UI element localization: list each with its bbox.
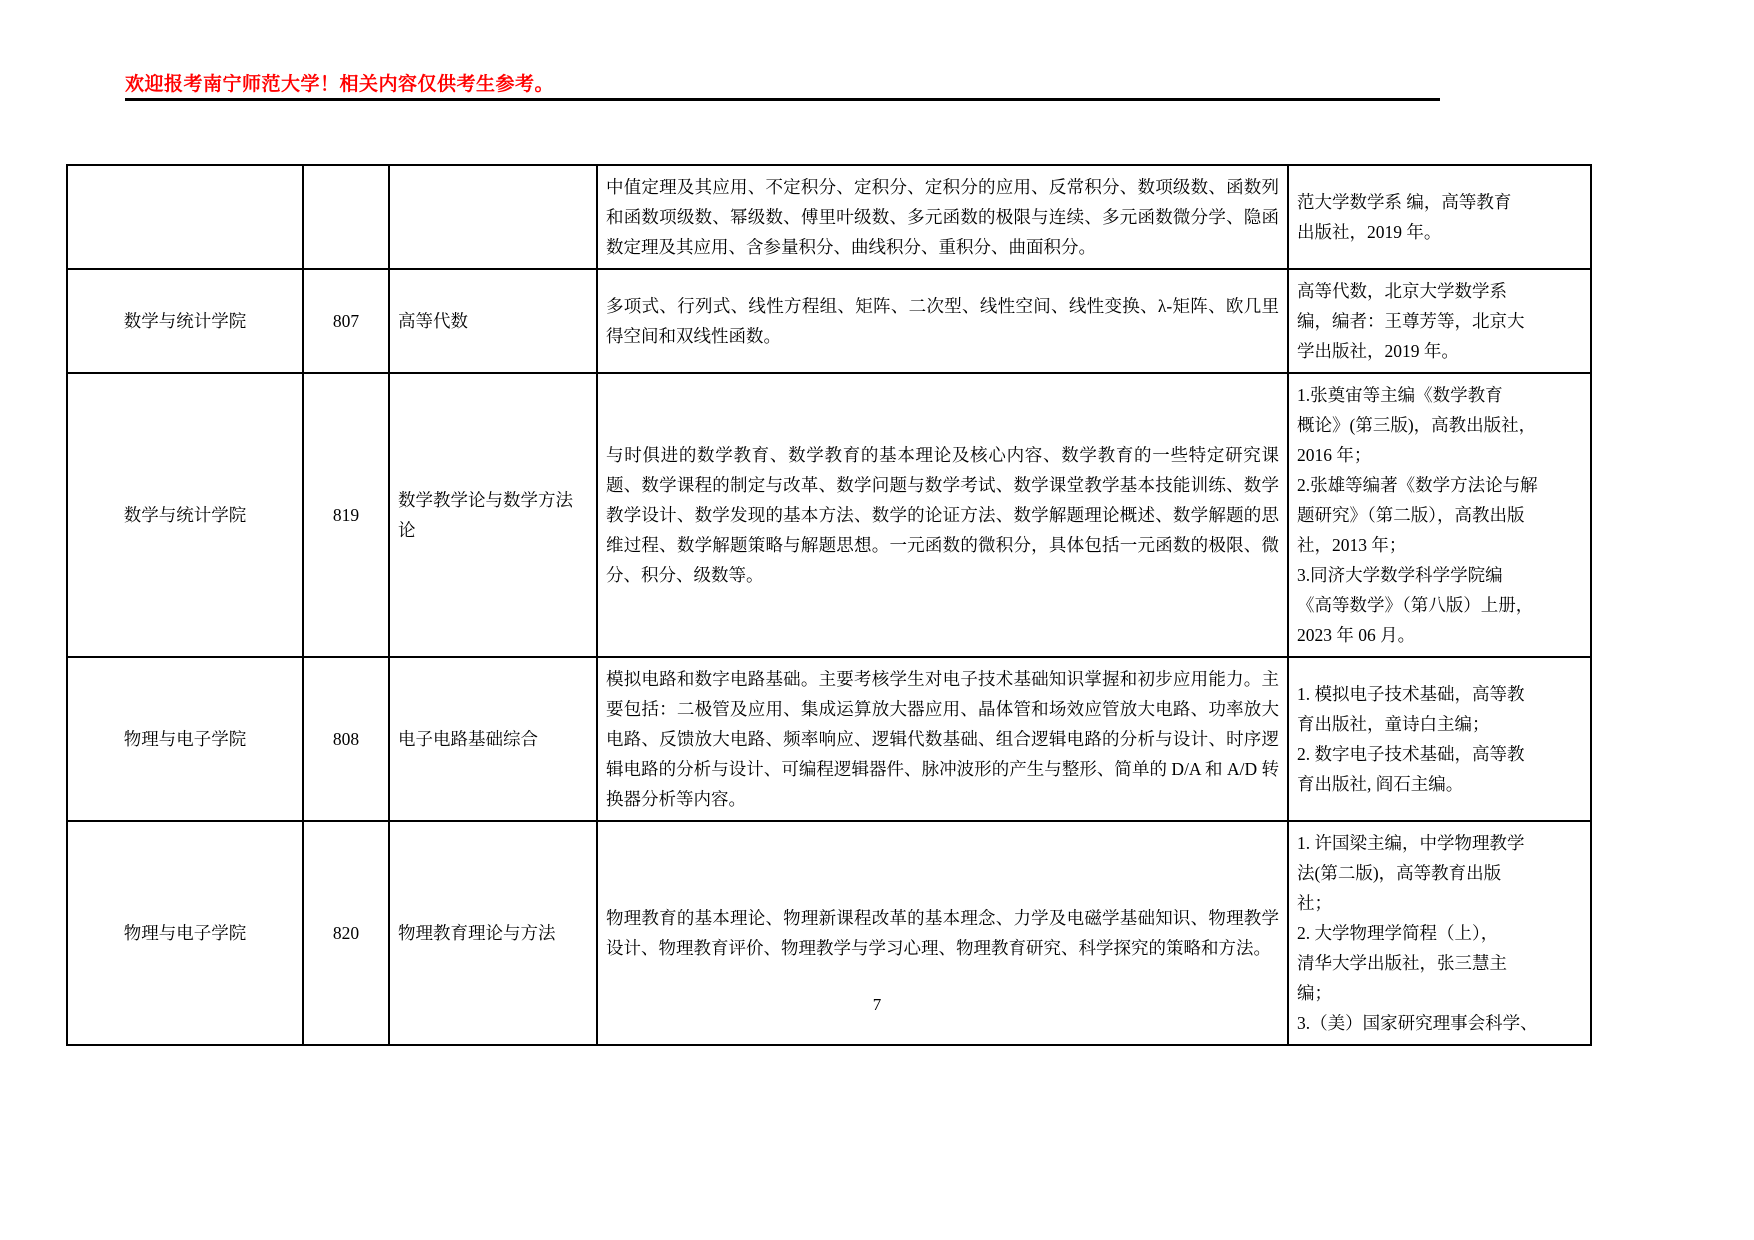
book-line: 2. 数字电子技术基础，高等教 (1297, 744, 1525, 764)
exam-subjects-table (66, 164, 1592, 1046)
book-line: 2. 大学物理学简程（上）， (1297, 923, 1499, 943)
book-line: 法(第二版)，高等教育出版 (1297, 863, 1502, 883)
book-line: 学出版社，2019 年。 (1297, 341, 1459, 361)
book-line: 《高等数学》（第八版）上册， (1297, 595, 1534, 615)
book-line: 2016 年； (1297, 445, 1372, 465)
cell-subject: 高等代数 (389, 269, 597, 373)
cell-college: 数学与统计学院 (67, 373, 303, 657)
cell-college (67, 165, 303, 269)
table-row (67, 373, 1591, 657)
cell-subject: 数学教学论与数学方法论 (389, 373, 597, 657)
cell-content: 与时俱进的数学教育、数学教育的基本理论及核心内容、数学教育的一些特定研究课题、数学课程的制定与改革、数学问题与数学考试、数学课堂教学基本技能训练、数学教学设计、数学发现的基本方法、数学的论证方法、数学解题理论概述、数学解题的思维过程、数学解题策略与解题思想。一元函数的微积分，具体包括一元函数的极限、微分、积分、级数等。 (597, 373, 1288, 657)
table-row (67, 657, 1591, 821)
cell-content: 多项式、行列式、线性方程组、矩阵、二次型、线性空间、线性变换、λ-矩阵、欧几里得空间和双线性函数。 (597, 269, 1288, 373)
book-line: 范大学数学系 编，高等教育 (1297, 192, 1512, 212)
page-number: 7 (872, 995, 882, 1014)
cell-college: 物理与电子学院 (67, 657, 303, 821)
cell-college: 物理与电子学院 (67, 821, 303, 1045)
book-line: 2.张雄等编著《数学方法论与解 (1297, 475, 1538, 495)
cell-content: 中值定理及其应用、不定积分、定积分、定积分的应用、反常积分、数项级数、函数列和函数项级数、幂级数、傅里叶级数、多元函数的极限与连续、多元函数微分学、隐函数定理及其应用、含参量积分、曲线积分、重积分、曲面积分。 (597, 165, 1288, 269)
book-line: 育出版社，童诗白主编； (1297, 714, 1490, 734)
cell-code: 820 (303, 821, 389, 1045)
cell-books (1288, 373, 1591, 657)
book-line: 1. 模拟电子技术基础，高等教 (1297, 684, 1525, 704)
book-line: 社； (1297, 893, 1332, 913)
table-row (67, 269, 1591, 373)
cell-books (1288, 657, 1591, 821)
exam-subjects-table-container (66, 164, 1538, 1046)
book-line: 3.同济大学数学科学学院编 (1297, 565, 1503, 585)
book-line: 高等代数，北京大学数学系 (1297, 281, 1507, 301)
cell-college: 数学与统计学院 (67, 269, 303, 373)
book-line: 社，2013 年； (1297, 535, 1407, 555)
book-line: 育出版社, 阎石主编。 (1297, 774, 1464, 794)
cell-subject: 电子电路基础综合 (389, 657, 597, 821)
book-line: 编，编者：王尊芳等，北京大 (1297, 311, 1525, 331)
cell-content: 模拟电路和数字电路基础。主要考核学生对电子技术基础知识掌握和初步应用能力。主要包括：二极管及应用、集成运算放大器应用、晶体管和场效应管放大电路、功率放大电路、反馈放大电路、频率响应、逻辑代数基础、组合逻辑电路的分析与设计、时序逻辑电路的分析与设计、可编程逻辑器件、脉冲波形的产生与整形、简单的 D/A 和 A/D 转换器分析等内容。 (597, 657, 1288, 821)
page-header (125, 72, 1440, 101)
header-divider (125, 98, 1440, 101)
table-row (67, 165, 1591, 269)
welcome-notice: 欢迎报考南宁师范大学！相关内容仅供考生参考。 (125, 73, 555, 95)
cell-code: 808 (303, 657, 389, 821)
book-line: 3.（美）国家研究理事会科学、 (1297, 1013, 1538, 1033)
cell-content: 物理教育的基本理论、物理新课程改革的基本理念、力学及电磁学基础知识、物理教学设计、物理教育评价、物理教学与学习心理、物理教育研究、科学探究的策略和方法。 (597, 821, 1288, 1045)
book-line: 1.张奠宙等主编《数学教育 (1297, 385, 1503, 405)
cell-subject: 物理教育理论与方法 (389, 821, 597, 1045)
book-line: 1. 许国梁主编，中学物理教学 (1297, 833, 1525, 853)
cell-books (1288, 165, 1591, 269)
book-line: 2023 年 06 月。 (1297, 625, 1416, 645)
book-line: 清华大学出版社，张三慧主 (1297, 953, 1507, 973)
book-line: 概论》(第三版)，高教出版社， (1297, 415, 1537, 435)
book-line: 编； (1297, 983, 1332, 1003)
book-line: 题研究》（第二版），高教出版 (1297, 505, 1525, 525)
book-line: 出版社，2019 年。 (1297, 222, 1442, 242)
cell-code (303, 165, 389, 269)
cell-code: 819 (303, 373, 389, 657)
cell-code: 807 (303, 269, 389, 373)
cell-subject (389, 165, 597, 269)
cell-books (1288, 269, 1591, 373)
